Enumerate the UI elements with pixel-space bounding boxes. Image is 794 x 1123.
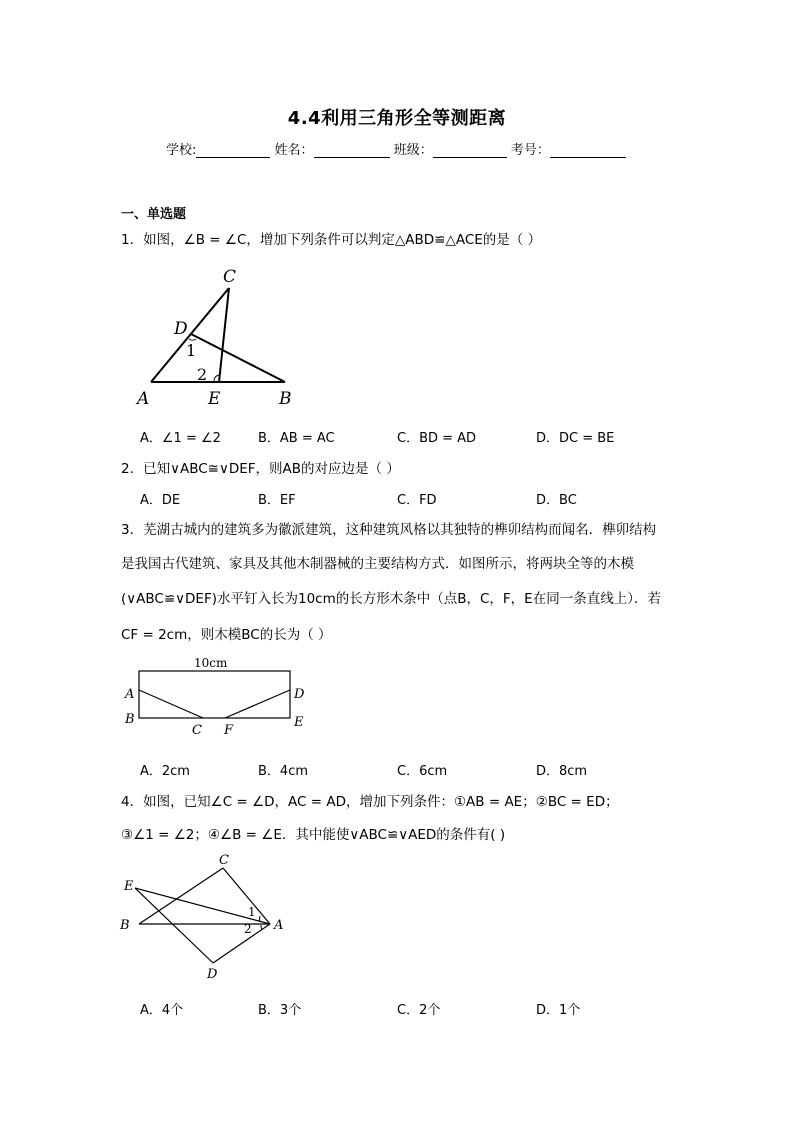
segment-CE — [219, 288, 229, 382]
question-4-figure — [115, 848, 295, 983]
class-label: 班级： — [393, 143, 433, 158]
exam-number-label: 考号： — [510, 143, 550, 158]
segment-ED — [135, 888, 213, 963]
label-2: 2 — [197, 365, 208, 384]
name-blank[interactable] — [314, 143, 390, 158]
label-B: B — [279, 389, 292, 409]
label-1: 1 — [248, 905, 256, 919]
label-D: D — [294, 687, 305, 702]
label-A: A — [137, 389, 150, 409]
question-3-line-2: 是我国古代建筑、家具及其他木制器械的主要结构方式．如图所示，将两块全等的木模 — [121, 556, 634, 572]
label-B: B — [120, 918, 130, 933]
label-A: A — [125, 687, 135, 702]
question-3-line-4: CF = 2cm，则木模BC的长为（ ） — [121, 627, 332, 643]
question-2-text: 2．已知∨ABC≅∨DEF，则AB的对应边是（ ） — [121, 461, 400, 477]
q4-option-b[interactable]: B．3个 — [258, 1003, 302, 1018]
question-1-text: 1．如图，∠B = ∠C，增加下列条件可以判定△ABD≌△ACE的是（ ） — [121, 232, 542, 248]
student-info-line — [166, 139, 626, 158]
question-4-line-2: ③∠1 = ∠2；④∠B = ∠E．其中能使∨ABC≌∨AED的条件有( ) — [121, 827, 506, 843]
q3-option-c[interactable]: C．6cm — [397, 764, 448, 779]
exam-number-blank[interactable] — [550, 143, 626, 158]
q1-option-b[interactable]: B．AB = AC — [258, 431, 335, 446]
label-E: E — [208, 389, 221, 409]
label-C: C — [192, 723, 202, 738]
label-2: 2 — [244, 922, 252, 936]
school-blank[interactable] — [196, 143, 270, 158]
label-C: C — [223, 267, 237, 287]
question-3-line-1: 3．芜湖古城内的建筑多为徽派建筑，这种建筑风格以其独特的榫卯结构而闻名．榫卯结构 — [121, 522, 657, 538]
label-C: C — [219, 853, 229, 868]
class-blank[interactable] — [433, 143, 507, 158]
q1-option-d[interactable]: D．DC = BE — [536, 431, 615, 446]
angle-1-arc — [189, 339, 196, 340]
question-3-figure — [120, 654, 320, 742]
label-D: D — [207, 967, 218, 982]
school-label: 学校: — [166, 143, 197, 158]
label-F: F — [224, 723, 234, 738]
segment-AC-wood — [139, 690, 203, 718]
question-4-line-1: 4．如图，已知∠C = ∠D，AC = AD，增加下列条件：①AB = AE；②BC = ED； — [121, 794, 619, 810]
label-B: B — [125, 712, 135, 727]
page-title: 4.4利用三角形全等测距离 — [287, 108, 507, 129]
wood-strip-rectangle — [139, 671, 290, 718]
label-10cm: 10cm — [194, 656, 228, 670]
q1-option-c[interactable]: C．BD = AD — [397, 431, 477, 446]
label-E: E — [124, 879, 134, 894]
q2-option-b[interactable]: B．EF — [258, 493, 296, 508]
label-1: 1 — [186, 341, 197, 360]
question-3-line-3: (∨ABC≌∨DEF)水平钉入长为10cm的长方形木条中（点B，C，F，E在同一条直线上）．若 — [121, 591, 661, 607]
angle-2-arc — [261, 925, 262, 930]
name-label: 姓名： — [274, 143, 314, 158]
segment-CA — [223, 868, 270, 924]
q3-option-d[interactable]: D．8cm — [536, 764, 588, 779]
q2-option-a[interactable]: A．DE — [140, 493, 181, 508]
q1-option-a[interactable]: A．∠1 = ∠2 — [140, 431, 221, 446]
segment-DF-wood — [225, 690, 290, 718]
label-A: A — [274, 918, 284, 933]
q2-option-c[interactable]: C．FD — [397, 493, 437, 508]
section-title: 一、单选题 — [121, 207, 187, 222]
label-E: E — [294, 715, 304, 730]
segment-BC — [139, 868, 223, 924]
q3-option-b[interactable]: B．4cm — [258, 764, 309, 779]
q3-option-a[interactable]: A．2cm — [140, 764, 190, 779]
q4-option-a[interactable]: A．4个 — [140, 1003, 184, 1018]
q4-option-c[interactable]: C．2个 — [397, 1003, 441, 1018]
segment-AC — [151, 288, 229, 382]
q4-option-d[interactable]: D．1个 — [536, 1003, 581, 1018]
label-D: D — [174, 319, 188, 339]
question-1-figure — [130, 262, 300, 410]
q2-option-d[interactable]: D．BC — [536, 493, 577, 508]
